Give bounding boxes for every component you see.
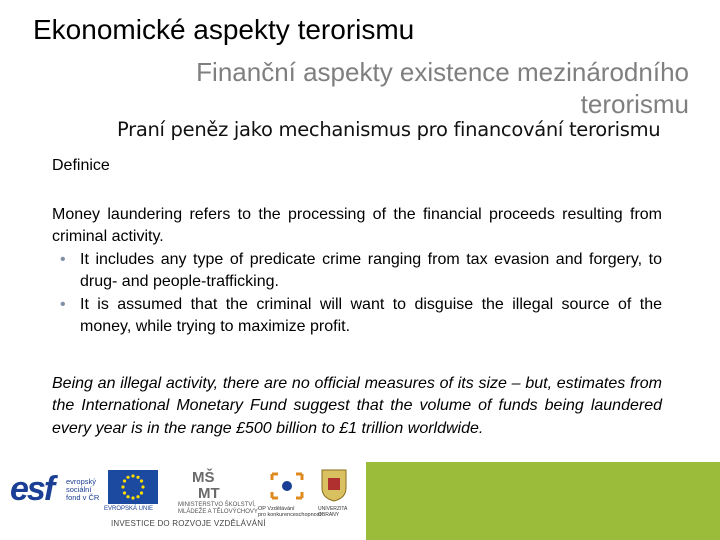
university-caption-line: OBRANY [318, 512, 340, 518]
bullet-icon: • [60, 250, 66, 268]
footer-logos [0, 462, 360, 540]
msmt-caption-line: MLÁDEŽE A TĚLOVÝCHOVY [178, 509, 258, 515]
slide-subtitle: Finanční aspekty existence mezinárodního terorismu [196, 57, 689, 119]
msmt-logo-text-bottom: MT [198, 485, 220, 502]
eu-flag-icon [108, 470, 158, 504]
university-caption [318, 506, 347, 518]
slide-body [52, 155, 662, 440]
esf-caption-line: evropský [66, 477, 97, 486]
esf-caption [66, 478, 99, 502]
investment-slogan: INVESTICE DO ROZVOJE VZDĚLÁVÁNÍ [111, 519, 266, 528]
msmt-caption [178, 502, 258, 516]
op-caption-line: pro konkurenceschopnost [258, 512, 321, 518]
footer-green-bar [366, 462, 720, 540]
bullet-item [52, 249, 662, 294]
imf-note: Being an illegal activity, there are no official measures of its size – but, estimates from the International Monetary Fund suggest that the volume of funds being laundered every year is in the range £500 billion to £1 trillion worldwide. [52, 374, 662, 437]
slide-title: Ekonomické aspekty terorismu [33, 14, 415, 45]
esf-caption-line: sociální [66, 485, 92, 494]
op-caption-line: OP Vzdělávání [258, 506, 295, 512]
msmt-caption-line: MINISTERSTVO ŠKOLSTVÍ, [178, 502, 256, 508]
msmt-logo-text-top: MŠ [192, 469, 215, 486]
bullet-item [52, 294, 662, 339]
msmt-logo [188, 466, 238, 502]
bullet-text: It includes any type of predicate crime ranging from tax evasion and forgery, to drug- and people-trafficking. [80, 250, 662, 290]
esf-logo: esf [10, 470, 54, 508]
eu-caption: EVROPSKÁ UNIE [104, 506, 154, 512]
university-caption-line: UNIVERZITA [318, 506, 348, 512]
university-crest-icon [320, 468, 348, 502]
bullet-icon: • [60, 295, 66, 313]
definition-heading: Definice [52, 157, 110, 174]
bullet-list [52, 249, 662, 339]
bullet-text: It is assumed that the criminal will want to disguise the illegal source of the money, while trying to maximize profit. [80, 295, 662, 335]
esf-caption-line: fond v ČR [66, 493, 100, 502]
op-caption [258, 506, 321, 518]
slide-topic: Praní peněz jako mechanismus pro financování terorismu [117, 118, 661, 141]
op-logo-icon [268, 470, 306, 502]
definition-text: Money laundering refers to the processing of the financial proceeds resulting from criminal activity. [52, 205, 662, 245]
